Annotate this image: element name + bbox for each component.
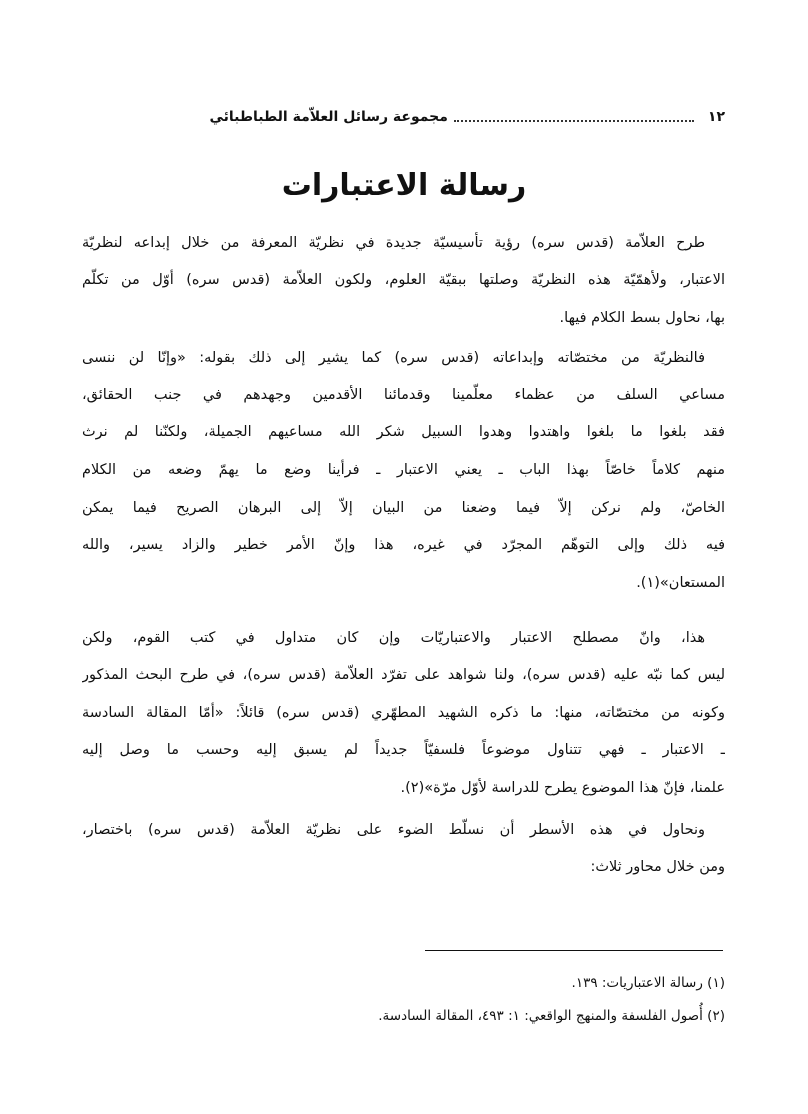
text-line: وكونه من مختصّاته، منها: ما ذكره الشهيد المطهّري (قدس سره) قائلاً: «أمّا المقالة السادسة	[82, 705, 725, 721]
running-title: مجموعة رسائل العلاّمة الطباطبائي	[209, 109, 448, 125]
footnote-1: (١) رسالة الاعتباريات: ١٣٩.	[571, 975, 725, 991]
footnote-separator	[425, 950, 723, 951]
text-line: فيه ذلك وإلى التوهّم المجرّد في غيره، هذا وإنّ الأمر خطير والزاد يسير، والله	[82, 537, 725, 553]
chapter-title: رسالة الاعتبارات	[281, 168, 527, 203]
text-line: فقد بلغوا ما بلغوا واهتدوا وهدوا السبيل شكر الله مساعيهم الجميلة، ولكنّنا لم نرث	[82, 424, 725, 440]
text-line: بها، نحاول بسط الكلام فيها.	[559, 310, 725, 326]
text-line: ـ الاعتبار ـ فهي تتناول موضوعاً فلسفيّاً جديداً لم يسبق إليه وحسب ما وصل إليه	[82, 742, 725, 758]
text-line: مساعي السلف من عظماء معلّمينا وقدمائنا الأقدمين وجهدهم في جنب الحقائق،	[82, 387, 725, 403]
text-line: فالنظريّة من مختصّاته وإبداعاته (قدس سره) كما يشير إلى ذلك بقوله: «وإنّا لن ننسى	[82, 350, 705, 366]
text-line: المستعان»(١).	[636, 575, 725, 591]
footnote-2: (٢) أُصول الفلسفة والمنهج الواقعي: ١: ٤٩٣، المقالة السادسة.	[378, 1008, 725, 1024]
text-line: علمنا، فإنّ هذا الموضوع يطرح للدراسة لأوّل مرّة»(٢).	[400, 780, 725, 796]
text-line: ليس كما نبّه عليه (قدس سره)، ولنا شواهد على تفرّد العلاّمة (قدس سره)، في طرح البحث المذكور	[82, 667, 725, 683]
page-number: ١٢	[707, 109, 725, 125]
text-line: ومن خلال محاور ثلاث:	[590, 859, 725, 875]
text-line: هذا، وانّ مصطلح الاعتبار والاعتباريّات وإن كان متداول في كتب القوم، ولكن	[82, 630, 705, 646]
leader-dots	[454, 112, 694, 122]
text-line: ونحاول في هذه الأسطر أن نسلّط الضوء على نظريّة العلاّمة (قدس سره) باختصار،	[82, 822, 705, 838]
text-line: الخاصّ، ولم نركن إلاّ فيما وضعنا من البيان إلاّ إلى البرهان الصريح فيما يمكن	[82, 500, 725, 516]
text-line: طرح العلاّمة (قدس سره) رؤية تأسيسيّة جديدة في نظريّة المعرفة من خلال إبداعه لنظريّة	[82, 235, 705, 251]
running-header	[82, 104, 725, 130]
text-line: منهم كلاماً خاصّاً بهذا الباب ـ يعني الاعتبار ـ فرأينا وضع ما يهمّ وضعه من الكلام	[82, 462, 725, 478]
text-line: الاعتبار، ولأهمّيّة هذه النظريّة وصلتها ببقيّة العلوم، ولكون العلاّمة (قدس سره) أوّل من تكلّم	[82, 272, 725, 288]
